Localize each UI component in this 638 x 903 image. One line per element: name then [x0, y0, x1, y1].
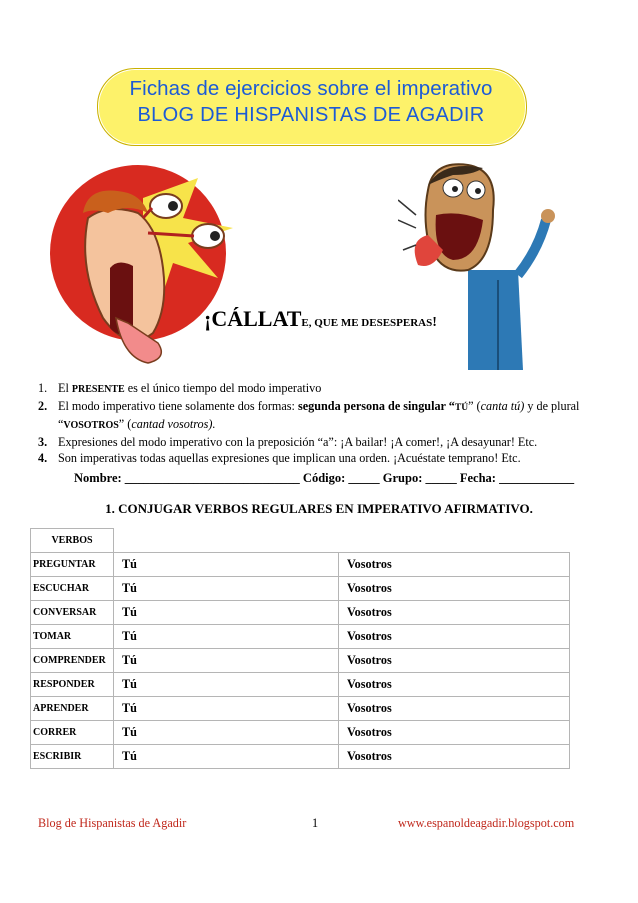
tu-answer-cell[interactable]: Tú [114, 553, 339, 577]
table-row [31, 745, 570, 769]
rule-text: Son imperativas todas aquellas expresiones que implican una orden. ¡Acuéstate temprano! Etc. [58, 451, 521, 465]
table-header-verbs: VERBOS [31, 529, 114, 553]
rules-list [38, 380, 598, 466]
vosotros-answer-cell[interactable]: Vosotros [339, 649, 570, 673]
table-header-row [31, 529, 570, 553]
verb-rows [31, 553, 570, 769]
section-title: 1. CONJUGAR VERBOS REGULARES EN IMPERATIVO AFIRMATIVO. [105, 501, 533, 516]
table-row [31, 721, 570, 745]
headline-word-end: E [301, 317, 309, 329]
vosotros-answer-cell[interactable]: Vosotros [339, 721, 570, 745]
footer-page-number: 1 [312, 816, 319, 830]
verb-cell: PREGUNTAR [31, 553, 114, 577]
vosotros-answer-cell[interactable]: Vosotros [339, 745, 570, 769]
list-item [38, 398, 598, 434]
vosotros-answer-cell[interactable]: Vosotros [339, 625, 570, 649]
vosotros-answer-cell[interactable]: Vosotros [339, 673, 570, 697]
student-info-line[interactable]: Nombre: ____________________________ Código: _____ Grupo: _____ Fecha: ____________ [74, 471, 575, 485]
verb-cell: CONVERSAR [31, 601, 114, 625]
list-number: 2. [38, 399, 48, 413]
headline-word: CÁLLAT [211, 306, 302, 331]
tu-answer-cell[interactable]: Tú [114, 577, 339, 601]
vosotros-answer-cell[interactable]: Vosotros [339, 601, 570, 625]
list-item [38, 450, 598, 466]
verb-cell: ESCRIBIR [31, 745, 114, 769]
footer-blog-name: Blog de Hispanistas de Agadir [38, 816, 187, 830]
vosotros-answer-cell[interactable]: Vosotros [339, 697, 570, 721]
table-header-empty [114, 529, 339, 553]
verb-cell: RESPONDER [31, 673, 114, 697]
table-row [31, 601, 570, 625]
table-row [31, 625, 570, 649]
table-row [31, 673, 570, 697]
vosotros-answer-cell[interactable]: Vosotros [339, 577, 570, 601]
rule-italic: canta tú) [480, 399, 525, 413]
tu-answer-cell[interactable]: Tú [114, 625, 339, 649]
list-number: 4. [38, 451, 48, 465]
headline-exclamation-close: ! [432, 315, 437, 330]
rule-bold: VOSOTROS [63, 420, 119, 431]
tu-answer-cell[interactable]: Tú [114, 697, 339, 721]
rule-text: El modo imperativo tiene solamente dos formas: [58, 399, 298, 413]
table-row [31, 697, 570, 721]
rule-text: es el único tiempo del modo imperativo [124, 381, 322, 395]
list-number: 3. [38, 435, 48, 449]
vosotros-answer-cell[interactable]: Vosotros [339, 553, 570, 577]
rule-text: ” ( [118, 417, 132, 431]
verb-cell: ESCUCHAR [31, 577, 114, 601]
table-row [31, 553, 570, 577]
rule-bold: segunda persona de singular “ [297, 399, 455, 413]
rule-text: y de plural “ [58, 399, 580, 431]
verb-cell: CORRER [31, 721, 114, 745]
rule-italic: cantad vosotros). [131, 417, 216, 431]
table-row [31, 577, 570, 601]
banner-title: Fichas de ejercicios sobre el imperativo [129, 77, 493, 100]
tu-answer-cell[interactable]: Tú [114, 673, 339, 697]
tu-answer-cell[interactable]: Tú [114, 745, 339, 769]
list-item [38, 434, 598, 450]
rule-bold: PRESENTE [71, 384, 125, 395]
verbs-table [30, 528, 570, 769]
footer-url-link[interactable]: www.espanoldeagadir.blogspot.com [398, 816, 575, 830]
rule-text: El [58, 381, 72, 395]
headline-exclamation-open: ¡ [204, 306, 212, 331]
rule-text: ” ( [468, 399, 481, 413]
shouting-man-left-illustration [48, 158, 238, 368]
rule-text: Expresiones del modo imperativo con la preposición “a”: ¡A bailar! ¡A comer!, ¡A desayunar! Etc. [58, 435, 538, 449]
tu-answer-cell[interactable]: Tú [114, 721, 339, 745]
shouting-man-right-illustration [398, 160, 558, 375]
table-row [31, 649, 570, 673]
verb-cell: TOMAR [31, 625, 114, 649]
tu-answer-cell[interactable]: Tú [114, 649, 339, 673]
headline-rest: , QUE ME DESESPERAS [308, 317, 433, 329]
rule-bold: TÚ [454, 403, 469, 413]
verb-cell: COMPRENDER [31, 649, 114, 673]
table-header-empty [339, 529, 570, 553]
tu-answer-cell[interactable]: Tú [114, 601, 339, 625]
verb-cell: APRENDER [31, 697, 114, 721]
banner-subtitle: BLOG DE HISPANISTAS DE AGADIR [137, 104, 485, 126]
list-number: 1. [38, 381, 48, 395]
headline [204, 306, 437, 332]
list-item [38, 380, 598, 398]
